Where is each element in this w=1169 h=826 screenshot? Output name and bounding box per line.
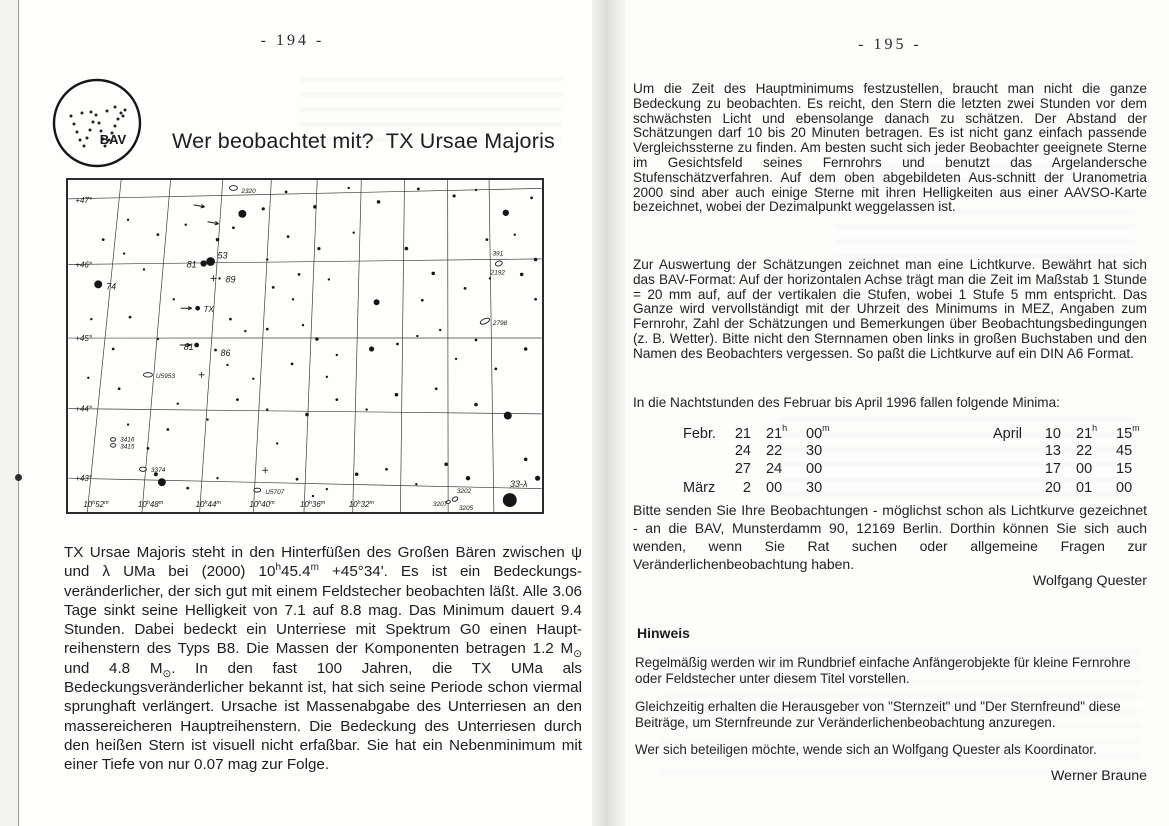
galaxy-symbol (254, 488, 261, 492)
star-dot (156, 233, 159, 236)
grid-line-dec (68, 409, 541, 414)
logo-star-dot (114, 125, 117, 128)
left-body-paragraph (64, 543, 582, 775)
star-dot (266, 408, 268, 410)
star-dot (127, 219, 129, 221)
star-dot (276, 442, 278, 444)
minima-intro: In die Nachtstunden des Februar bis April 1996 fallen folgende Minima: (633, 395, 1060, 410)
star-dot (520, 273, 524, 277)
star-dot (287, 235, 290, 238)
star-dot (489, 277, 491, 279)
logo-star-dot (92, 121, 95, 124)
star-dot (464, 287, 467, 290)
star-dot (335, 398, 338, 401)
minima-row (993, 461, 1148, 480)
finder-chart-svg (68, 180, 542, 512)
star-dot (177, 402, 179, 404)
ra-label: 10$^h$52$^m$ (83, 500, 109, 510)
star-dot (374, 299, 380, 305)
star-dot (298, 273, 301, 276)
star-dot (355, 472, 359, 476)
star-dot (353, 231, 355, 233)
minima-row (683, 461, 838, 480)
star-dot (206, 257, 215, 266)
minima-cell: 24 (734, 442, 751, 459)
page-gutter-shadow (592, 0, 625, 826)
logo-star-dot (70, 115, 73, 118)
galaxy-label: U5953 (155, 372, 175, 380)
star-dot (87, 377, 89, 379)
star-label: 86 (220, 347, 231, 358)
star-label: 74 (106, 281, 117, 292)
star-dot (315, 337, 319, 341)
logo-circle (54, 80, 140, 166)
star-dot (474, 403, 478, 407)
star-dot (272, 286, 275, 289)
star-dot (326, 376, 328, 378)
logo-star-dot (98, 122, 101, 125)
star-dot (302, 324, 304, 326)
star-dot (377, 200, 381, 204)
galaxy-symbol (111, 444, 116, 448)
paragraph-lightcurve: Zur Auswertung der Schätzungen zeichnet man eine Lichtkurve. Bewährt hat sich das BAV-Format: Auf der horizontalen Achse trägt man die Zeit im Maßstab 1 Stunde = 20 mm auf, auf der vertikalen die Stufen, wobei 1 Stufe 5 mm entspricht. Das Ganze wird vervollständigt mit der Uhrzeit des Minimums in MEZ, Angaben zum Fernrohr, Zahl der Schätzungen und Bemerkungen über Beobachtungsbedingungen (z. B. Wetter). Bitte nicht den Sternnamen oben links in großen Buchstaben und den Namen des Beobachters vergessen. So paßt die Lichtkurve auf ein DIN A6 Format. (633, 257, 1147, 361)
logo-star-dot (81, 112, 84, 115)
grid-line-dec (68, 259, 541, 265)
star-label: 81 (183, 341, 194, 352)
galaxy-label: 2320 (241, 187, 256, 195)
star-dot (305, 413, 309, 417)
galaxy-label: 391 (492, 250, 504, 258)
star-dot (421, 299, 424, 302)
star-label: 33-λ (510, 479, 528, 490)
star-dot (195, 306, 200, 311)
star-dot (504, 412, 512, 420)
star-dot (157, 338, 159, 340)
minima-cell: 2 (742, 479, 751, 496)
grid-line-dec (68, 188, 541, 199)
minima-cell: 15$^m$ (1116, 423, 1140, 442)
ra-label: 10$^h$40$^m$ (249, 500, 275, 510)
star-dot (226, 364, 228, 366)
star-dot (262, 207, 265, 210)
star-dot (147, 447, 150, 450)
minima-cell: 00 (766, 479, 783, 496)
star-dot (229, 318, 232, 321)
star-dot (232, 226, 235, 229)
signature-wolfgang-quester: Wolfgang Quester (1032, 573, 1147, 589)
logo-star-dot (76, 131, 79, 134)
minima-cell: 10 (1044, 425, 1061, 442)
star-dot (266, 258, 268, 260)
minima-table-right (993, 424, 1148, 498)
star-dot (453, 194, 456, 197)
star-dot (336, 354, 338, 356)
paragraph-observing: Um die Zeit des Hauptminimums festzustellen, braucht man nicht die ganze Bedeckung zu beobachten. Es reicht, den Stern die letzten zwei Stunden vor dem schwächsten Licht und ebensolange danach zu schätzen. Der Abstand der Schätzungen darf 10 bis 20 Minuten betragen. Es ist nicht ganz einfach passende Vergleichssterne zu finden. Am besten sucht sich jeder Beobachter geeignete Sterne im Gesichtsfeld seines Fernrohrs und benutzt das Argelandersche Stufenschätzverfahren. Auf dem oben abgebildeten Aus-schnitt der Uranometria 2000 sind aber auch einige Sterne mit ihren Helligkeiten aus einer AAVSO-Karte bezeichnet, wobei der Dezimalpunkt weggelassen ist. (633, 81, 1147, 215)
minima-cell: 01 (1076, 479, 1093, 496)
star-dot (444, 462, 448, 466)
galaxy-symbol (495, 260, 503, 267)
star-dot (439, 329, 441, 331)
star-dot (206, 418, 208, 420)
star-dot (313, 205, 317, 209)
star-dot (435, 387, 438, 390)
star-dot (503, 210, 509, 216)
dec-label: +44° (75, 404, 93, 414)
star-dot (405, 247, 409, 251)
galaxy-label: 2798 (492, 320, 508, 328)
star-dot (216, 477, 218, 479)
minima-table-left (683, 424, 838, 498)
dec-label: +45° (75, 334, 93, 344)
galaxy-symbol (139, 467, 146, 471)
star-dot (524, 458, 528, 462)
inline-script-text: h (275, 562, 282, 574)
inline-text: . In den fast 100 Jahren, die TX UMa als Bedeckungsveränderlicher bekannt ist, hat sich seine Periode schon viermal sprunghaft verlängert. Ursache ist Massenabgabe des Unterriesen an den massereicheren Hauptreihenstern. Die Bedeckung des Unterriesen durch den heißen Stern ist visuell nicht erfaßbar. Sie hat ein Nebenminimum mit einer Tiefe von nur 0.07 mag zur Folge. (64, 659, 582, 774)
galaxy-symbol (111, 438, 116, 442)
inline-text: 45.4 (281, 563, 311, 581)
star-dot (127, 423, 129, 425)
logo-star-dot (95, 114, 98, 117)
star-dot (218, 277, 220, 279)
galaxy-symbol (452, 496, 459, 502)
ra-label: 10$^h$44$^m$ (195, 500, 221, 510)
star-label: 81 (186, 259, 197, 270)
minima-cell: 00 (806, 461, 823, 478)
inline-text: TX Ursae Majoris steht in den Hinterfüßen des Großen Bären zwischen ψ und λ UMa bei (2000) 10 (64, 544, 582, 581)
signature-werner-braune: Werner Braune (1051, 768, 1147, 784)
star-dot (102, 238, 105, 241)
star-dot (244, 330, 246, 332)
inline-text: und 4.8 M (64, 659, 163, 677)
star-dot (158, 478, 166, 486)
star-dot (112, 348, 115, 351)
galaxy-label: 3374 (150, 467, 166, 475)
minima-cell: 21$^h$ (766, 423, 788, 442)
star-dot (236, 398, 239, 401)
ra-label: 10$^h$36$^m$ (300, 500, 326, 510)
minima-cell: 27 (734, 461, 751, 478)
galaxy-symbol (229, 186, 237, 191)
star-dot (214, 349, 217, 352)
minima-cell: April (993, 425, 1023, 442)
galaxy-label: 3202 (456, 488, 472, 496)
minima-cell: 45 (1116, 442, 1133, 459)
star-dot (535, 476, 540, 481)
star-dot (326, 488, 328, 490)
star-dot (475, 339, 478, 342)
logo-star-dot (83, 145, 86, 148)
star-dot (431, 272, 435, 276)
finder-chart (66, 178, 544, 514)
page-number-left: - 194 - (260, 32, 325, 49)
star-dot (365, 408, 367, 410)
star-dot (455, 358, 457, 360)
galaxy-label: 3205 (458, 505, 474, 512)
star-dot (173, 298, 175, 300)
logo-star-dot (117, 118, 120, 121)
star-dot (312, 495, 314, 497)
dec-label: +47° (75, 195, 93, 205)
bav-logo (51, 77, 143, 169)
ra-label: 10$^h$32$^m$ (348, 500, 375, 510)
star-dot (396, 343, 399, 346)
logo-star-dot (79, 139, 82, 142)
hinweis-heading: Hinweis (637, 625, 690, 641)
star-label: 53 (217, 250, 228, 261)
star-dot (385, 468, 388, 471)
star-dot (530, 197, 533, 200)
minima-row (993, 443, 1148, 462)
dec-label: +46° (75, 260, 93, 270)
logo-star-dot (114, 106, 117, 109)
scan-artifact-dot (15, 474, 22, 481)
minima-cell: 21$^h$ (1076, 423, 1098, 442)
star-dot (292, 298, 294, 300)
minima-cell: 15 (1116, 461, 1133, 478)
star-dot (317, 247, 320, 250)
star-dot (475, 189, 477, 191)
minima-cell: 22 (1076, 442, 1093, 459)
grid-line-ra (253, 180, 271, 512)
minima-row (683, 480, 838, 499)
star-dot (118, 387, 121, 390)
galaxy-label: U5707 (265, 489, 285, 497)
star-dot (296, 478, 299, 481)
star-dot (185, 224, 187, 226)
logo-star-dot (89, 129, 92, 132)
minima-cell: 24 (766, 461, 783, 478)
grid-line-ra (142, 180, 171, 512)
galaxy-label: 2192 (490, 269, 506, 277)
star-dot (417, 188, 420, 191)
galaxy-label: 3416 (120, 436, 135, 444)
star-dot (524, 347, 528, 351)
inline-script-text: ⊙ (573, 648, 582, 661)
star-dot (216, 238, 220, 242)
star-dot (166, 428, 169, 431)
star-dot (252, 378, 254, 380)
star-dot (143, 268, 145, 270)
star-dot (348, 187, 350, 189)
star-dot (291, 363, 294, 366)
grid-line-ra (489, 180, 494, 512)
minima-cell: 30 (806, 479, 823, 496)
inline-text: +45°34'. Es ist ein Bedeckungs-veränderlicher, der sich gut mit einem Feldstecher beobachten läßt. Alle 3.06 Tage sinkt seine Helligkeit von 7.1 auf 8.8 mag. Das Minimum dauert 9.4 Stunden. Dabei bedeckt ein Unterriese mit Spektrum G0 einen Haupt-reihenstern des Typs B8. Die Massen der Komponenten betragen 1.2 M (64, 563, 582, 658)
inline-script-text: m (310, 562, 319, 574)
galaxy-label: 3207 (433, 501, 448, 509)
scan-edge-strip (0, 0, 19, 826)
star-dot (194, 343, 199, 348)
minima-cell: 00 (1076, 461, 1093, 478)
minima-cell: 00$^m$ (806, 423, 830, 442)
star-dot (466, 476, 470, 480)
star-dot (486, 238, 489, 241)
logo-star-dot (86, 137, 89, 140)
logo-star-dot (124, 109, 127, 112)
minima-row (683, 443, 838, 462)
grid-line-ra (87, 180, 121, 512)
minima-cell: Febr. (683, 425, 717, 442)
star-dot (238, 210, 246, 218)
bav-logo-text: BAV (99, 132, 127, 147)
scan-edge-line (18, 0, 19, 826)
minima-row (993, 424, 1148, 443)
grid-line-ra (400, 180, 404, 512)
minima-cell: 00 (1116, 479, 1133, 496)
hinweis-paragraph-1: Regelmäßig werden wir im Rundbrief einfache Anfängerobjekte für kleine Fernrohre oder Feldstecher unter diesem Titel vorstellen. (635, 655, 1131, 686)
logo-star-dot (90, 111, 93, 114)
page-number-right: - 195 - (858, 36, 922, 53)
minima-cell: März (683, 479, 716, 496)
minima-cell: 21 (734, 425, 751, 442)
star-dot (514, 233, 516, 235)
article-title: Wer beobachtet mit? TX Ursae Majoris (172, 129, 555, 153)
hinweis-paragraph-2: Gleichzeitig erhalten die Herausgeber von "Sternzeit" und "Der Sternfreund" diese Beiträge, um Sternfreunde zur Veränderlichenbeobachtung anzuregen. (635, 699, 1121, 730)
star-dot (415, 483, 417, 485)
grid-line-ra (200, 180, 223, 512)
star-label: TX (203, 305, 214, 315)
star-dot (503, 493, 517, 507)
logo-star-dot (120, 112, 123, 115)
star-dot (129, 316, 132, 319)
star-dot (369, 346, 374, 351)
minima-cell: 13 (1044, 442, 1061, 459)
paragraph-send-observations: Bitte senden Sie Ihre Beobachtungen - möglichst schon als Lichtkurve gezeichnet - an die BAV, Munsterdamm 90, 12169 Berlin. Dorthin können Sie sich auch wenden, wenn Sie Rat suchen oder allgemeine Fragen zur Veränderlichenbeobachtung haben. (633, 502, 1147, 572)
minima-row (993, 480, 1148, 499)
minima-row (683, 424, 838, 443)
logo-star-dot (106, 110, 109, 113)
star-dot (285, 191, 288, 194)
star-dot (534, 258, 538, 262)
galaxy-symbol (143, 373, 152, 377)
star-label: 89 (225, 274, 236, 285)
minima-cell: 17 (1044, 461, 1061, 478)
star-dot (200, 260, 206, 266)
grid-line-ra (353, 180, 362, 512)
logo-star-dot (73, 123, 76, 126)
star-dot (90, 318, 92, 320)
minima-cell: 22 (766, 442, 783, 459)
star-dot (494, 367, 497, 370)
star-dot (395, 393, 399, 397)
star-dot (123, 252, 125, 254)
star-dot (416, 335, 418, 337)
galaxy-symbol (479, 317, 490, 326)
star-dot (94, 280, 102, 288)
star-dot (186, 487, 189, 490)
galaxy-label: 3415 (120, 443, 135, 451)
inline-script-text: ⊙ (162, 667, 172, 680)
minima-cell: 20 (1044, 479, 1061, 496)
hinweis-paragraph-3: Wer sich beteiligen möchte, wende sich an Wolfgang Quester als Koordinator. (635, 742, 1097, 757)
minima-cell: 30 (806, 442, 823, 459)
grid-line-ra (304, 180, 317, 512)
star-dot (266, 328, 269, 331)
star-dot (534, 298, 537, 301)
dec-label: +43° (75, 474, 93, 484)
logo-star-dot (122, 115, 125, 118)
ra-label: 10$^h$48$^m$ (138, 500, 164, 510)
star-dot (328, 278, 330, 280)
